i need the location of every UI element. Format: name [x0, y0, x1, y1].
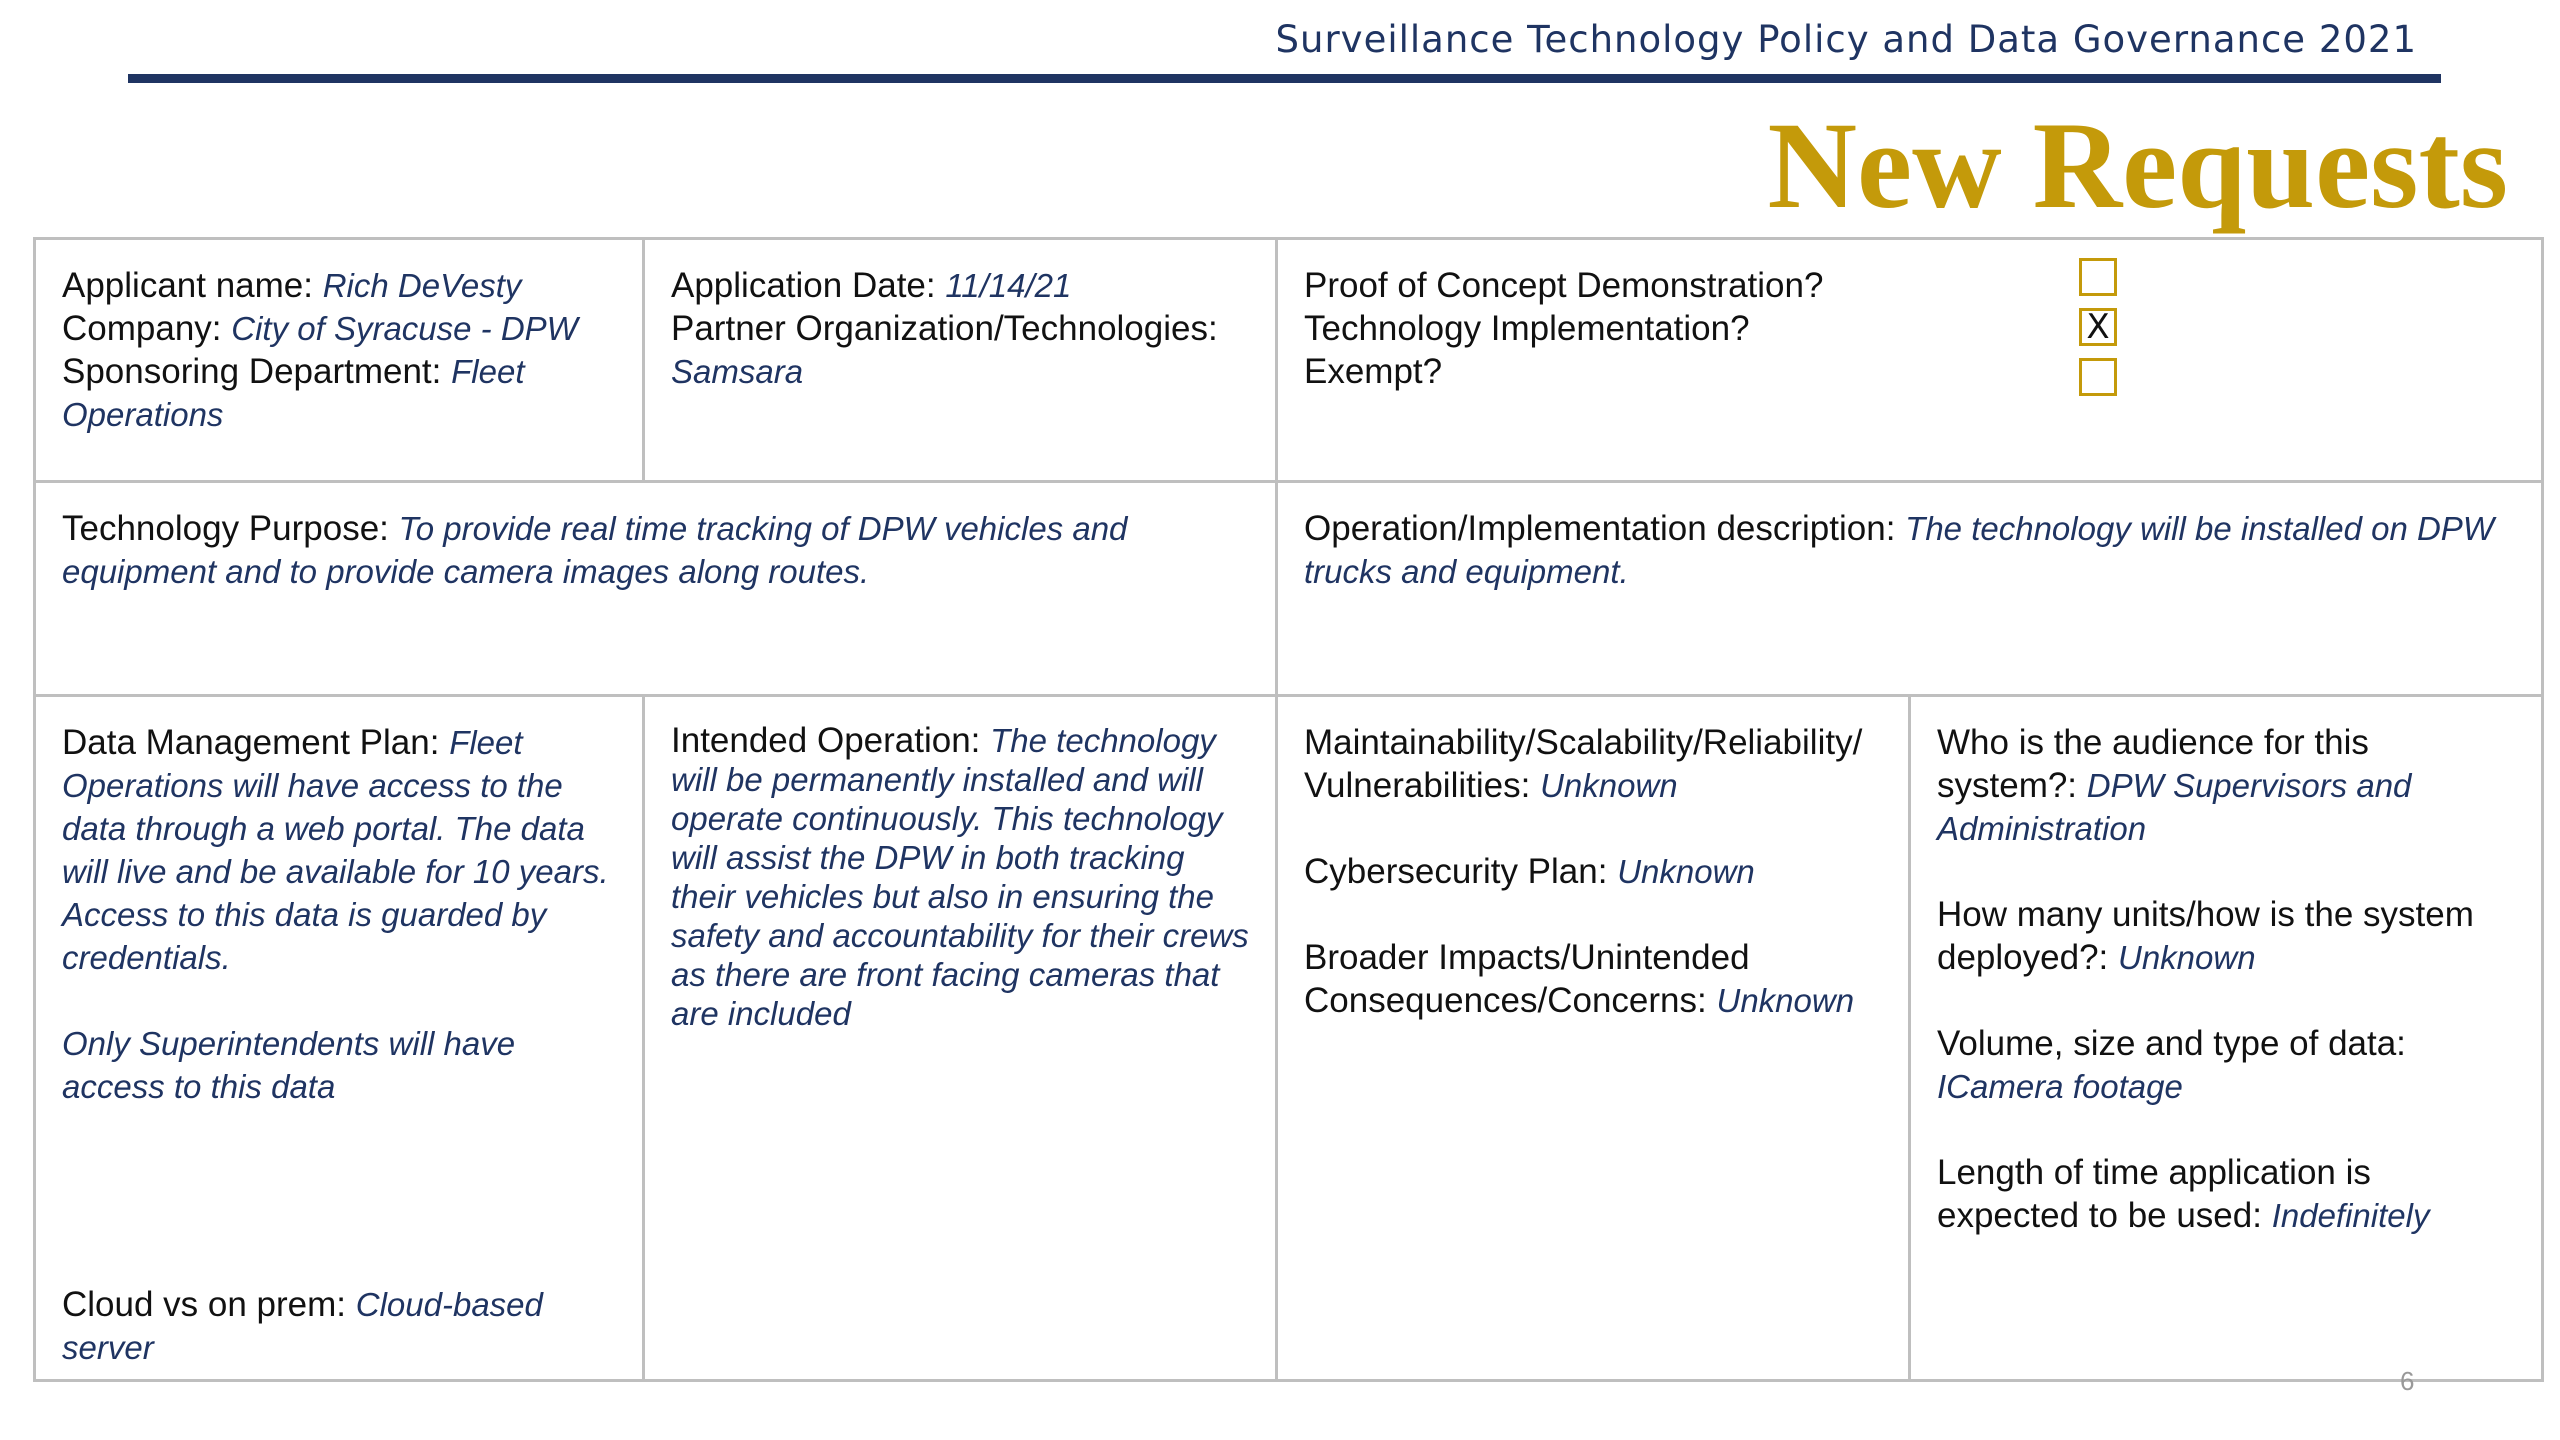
cloud-value: Cloud-based server — [62, 1286, 543, 1366]
maintainability-value: Unknown — [1540, 767, 1678, 804]
applicant-name-label: Applicant name: — [62, 266, 313, 305]
poc-checkbox[interactable] — [2079, 258, 2117, 296]
intended-operation-cell — [644, 696, 1277, 1381]
units-label: How many units/how is the system deployed?: — [1937, 895, 2474, 977]
partner-value: Samsara — [671, 353, 804, 390]
sponsoring-dept-label: Sponsoring Department: — [62, 352, 442, 391]
intended-operation-label: Intended Operation: — [671, 721, 981, 760]
data-management-label: Data Management Plan: — [62, 723, 440, 762]
usage-length-value: Indefinitely — [2271, 1197, 2430, 1234]
applicant-name-value: Rich DeVesty — [322, 267, 522, 304]
data-management-cell — [35, 696, 644, 1381]
cybersecurity-value: Unknown — [1617, 853, 1755, 890]
poc-label: Proof of Concept Demonstration? — [1304, 266, 1824, 305]
broader-impacts-value: Unknown — [1716, 982, 1855, 1019]
operation-desc-label: Operation/Implementation description: — [1304, 509, 1896, 548]
broader-impacts-label: Broader Impacts/Unintended Consequences/Concerns: — [1304, 938, 1750, 1020]
data-volume-label: Volume, size and type of data: — [1937, 1024, 2406, 1063]
purpose-cell — [35, 482, 1277, 696]
data-volume-value: ICamera footage — [1937, 1068, 2183, 1105]
cybersecurity-label: Cybersecurity Plan: — [1304, 852, 1608, 891]
page-title: New Requests — [1767, 97, 2508, 234]
header-divider — [128, 74, 2441, 83]
application-date-value: 11/14/21 — [945, 267, 1072, 304]
request-type-checkboxes — [2079, 258, 2117, 408]
cloud-label: Cloud vs on prem: — [62, 1285, 347, 1324]
audience-cell — [1910, 696, 2543, 1381]
operation-desc-cell — [1277, 482, 2543, 696]
application-cell — [644, 239, 1277, 482]
maintainability-cell — [1277, 696, 1910, 1381]
purpose-label: Technology Purpose: — [62, 509, 389, 548]
implementation-checkbox[interactable]: X — [2079, 308, 2117, 346]
company-label: Company: — [62, 309, 222, 348]
request-form-table — [33, 237, 2544, 1382]
audience-value: DPW Supervisors and Administration — [1937, 767, 2412, 847]
exempt-label: Exempt? — [1304, 352, 1443, 391]
report-title: Surveillance Technology Policy and Data Governance 2021 — [1275, 18, 2417, 61]
request-type-cell — [1277, 239, 2543, 482]
purpose-value: To provide real time tracking of DPW vehicles and equipment and to provide camera images along routes. — [62, 510, 1128, 590]
usage-length-label: Length of time application is expected to be used: — [1937, 1153, 2371, 1235]
maintainability-label: Maintainability/Scalability/Reliability/ Vulnerabilities: — [1304, 723, 1863, 805]
company-value: City of Syracuse - DPW — [231, 310, 578, 347]
units-value: Unknown — [2118, 939, 2256, 976]
data-management-value: Fleet Operations will have access to the data through a web portal. The data will live and be available for 10 years. Access to this data is guarded by credentials. — [62, 724, 609, 976]
intended-operation-value: The technology will be permanently installed and will operate continuously. This technology will assist the DPW in both tracking their vehicles but also in ensuring the safety and accountability for their crews as there are front facing cameras that are included — [671, 722, 1249, 1032]
partner-label: Partner Organization/Technologies: — [671, 309, 1218, 348]
applicant-cell — [35, 239, 644, 482]
sponsoring-dept-value: Fleet Operations — [62, 353, 525, 433]
implementation-label: Technology Implementation? — [1304, 309, 1750, 348]
data-access-note: Only Superintendents will have access to this data — [62, 1025, 516, 1105]
application-date-label: Application Date: — [671, 266, 936, 305]
audience-label: Who is the audience for this system?: — [1937, 723, 2369, 805]
exempt-checkbox[interactable] — [2079, 358, 2117, 396]
page-number: 6 — [2400, 1366, 2415, 1396]
operation-desc-value: The technology will be installed on DPW trucks and equipment. — [1304, 510, 2494, 590]
